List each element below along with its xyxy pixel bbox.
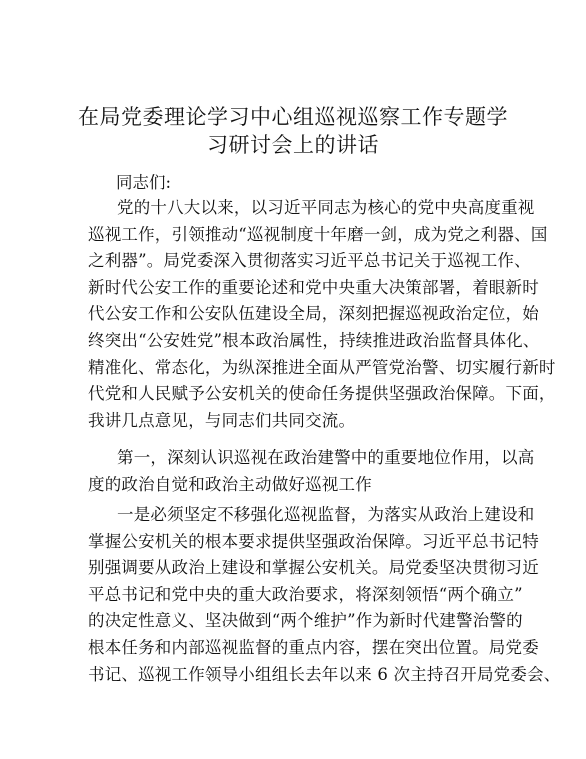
paragraph-line: 党的十八大以来，以习近平同志为核心的党中央高度重视 bbox=[117, 198, 535, 217]
paragraph-line: 之利器”。局党委深入贯彻落实习近平总书记关于巡视工作、 bbox=[88, 251, 531, 271]
paragraph-line: 掌握公安机关的根本要求提供坚强政治保障。习近平总书记特 bbox=[88, 531, 539, 551]
paragraph-line: 我讲几点意见，与同志们共同交流。 bbox=[88, 410, 356, 430]
title-line-2: 习研讨会上的讲话 bbox=[207, 133, 379, 157]
paragraph-line: 根本任务和内部巡视监督的重点内容，摆在突出位置。局党委 bbox=[88, 637, 539, 657]
paragraph-line: 一是必须坚定不移强化巡视监督，为落实从政治上建设和 bbox=[117, 505, 535, 524]
paragraph-line: 精准化、常态化，为纵深推进全面从严管党治警、切实履行新时 bbox=[88, 357, 556, 377]
section-heading-1 bbox=[88, 445, 535, 498]
paragraph-line: 书记、巡视工作领导小组组长去年以来 6 次主持召开局党委会、 bbox=[88, 664, 561, 684]
salutation: 同志们: bbox=[116, 173, 172, 192]
paragraph-line: 别强调要从政治上建设和掌握公安机关。局党委坚决贯彻习近 bbox=[88, 558, 539, 578]
heading-line: 度的政治自觉和政治主动做好巡视工作 bbox=[88, 474, 372, 494]
paragraph-point-1 bbox=[88, 502, 561, 688]
title-line-1: 在局党委理论学习中心组巡视巡察工作专题学 bbox=[78, 105, 508, 129]
paragraph-line: 新时代公安工作的重要论述和党中央重大决策部署，着眼新时 bbox=[88, 277, 539, 297]
document-title bbox=[70, 103, 516, 159]
paragraph-line: 巡视工作，引领推动“巡视制度十年磨一剑，成为党之利器、国 bbox=[88, 224, 548, 244]
paragraph-line: 的决定性意义、坚决做到“两个维护”作为新时代建警治警的 bbox=[88, 611, 523, 631]
paragraph-intro bbox=[88, 195, 556, 434]
heading-line: 第一，深刻认识巡视在政治建警中的重要地位作用，以高 bbox=[117, 448, 535, 467]
paragraph-line: 平总书记和党中央的重大政治要求，将深刻领悟“两个确立” bbox=[88, 584, 523, 604]
paragraph-line: 代公安工作和公安队伍建设全局，深刻把握巡视政治定位，始 bbox=[88, 304, 539, 324]
paragraph-line: 终突出“公安姓党”根本政治属性，持续推进政治监督具体化、 bbox=[88, 330, 540, 350]
paragraph-line: 代党和人民赋予公安机关的使命任务提供坚强政治保障。下面， bbox=[88, 384, 556, 404]
